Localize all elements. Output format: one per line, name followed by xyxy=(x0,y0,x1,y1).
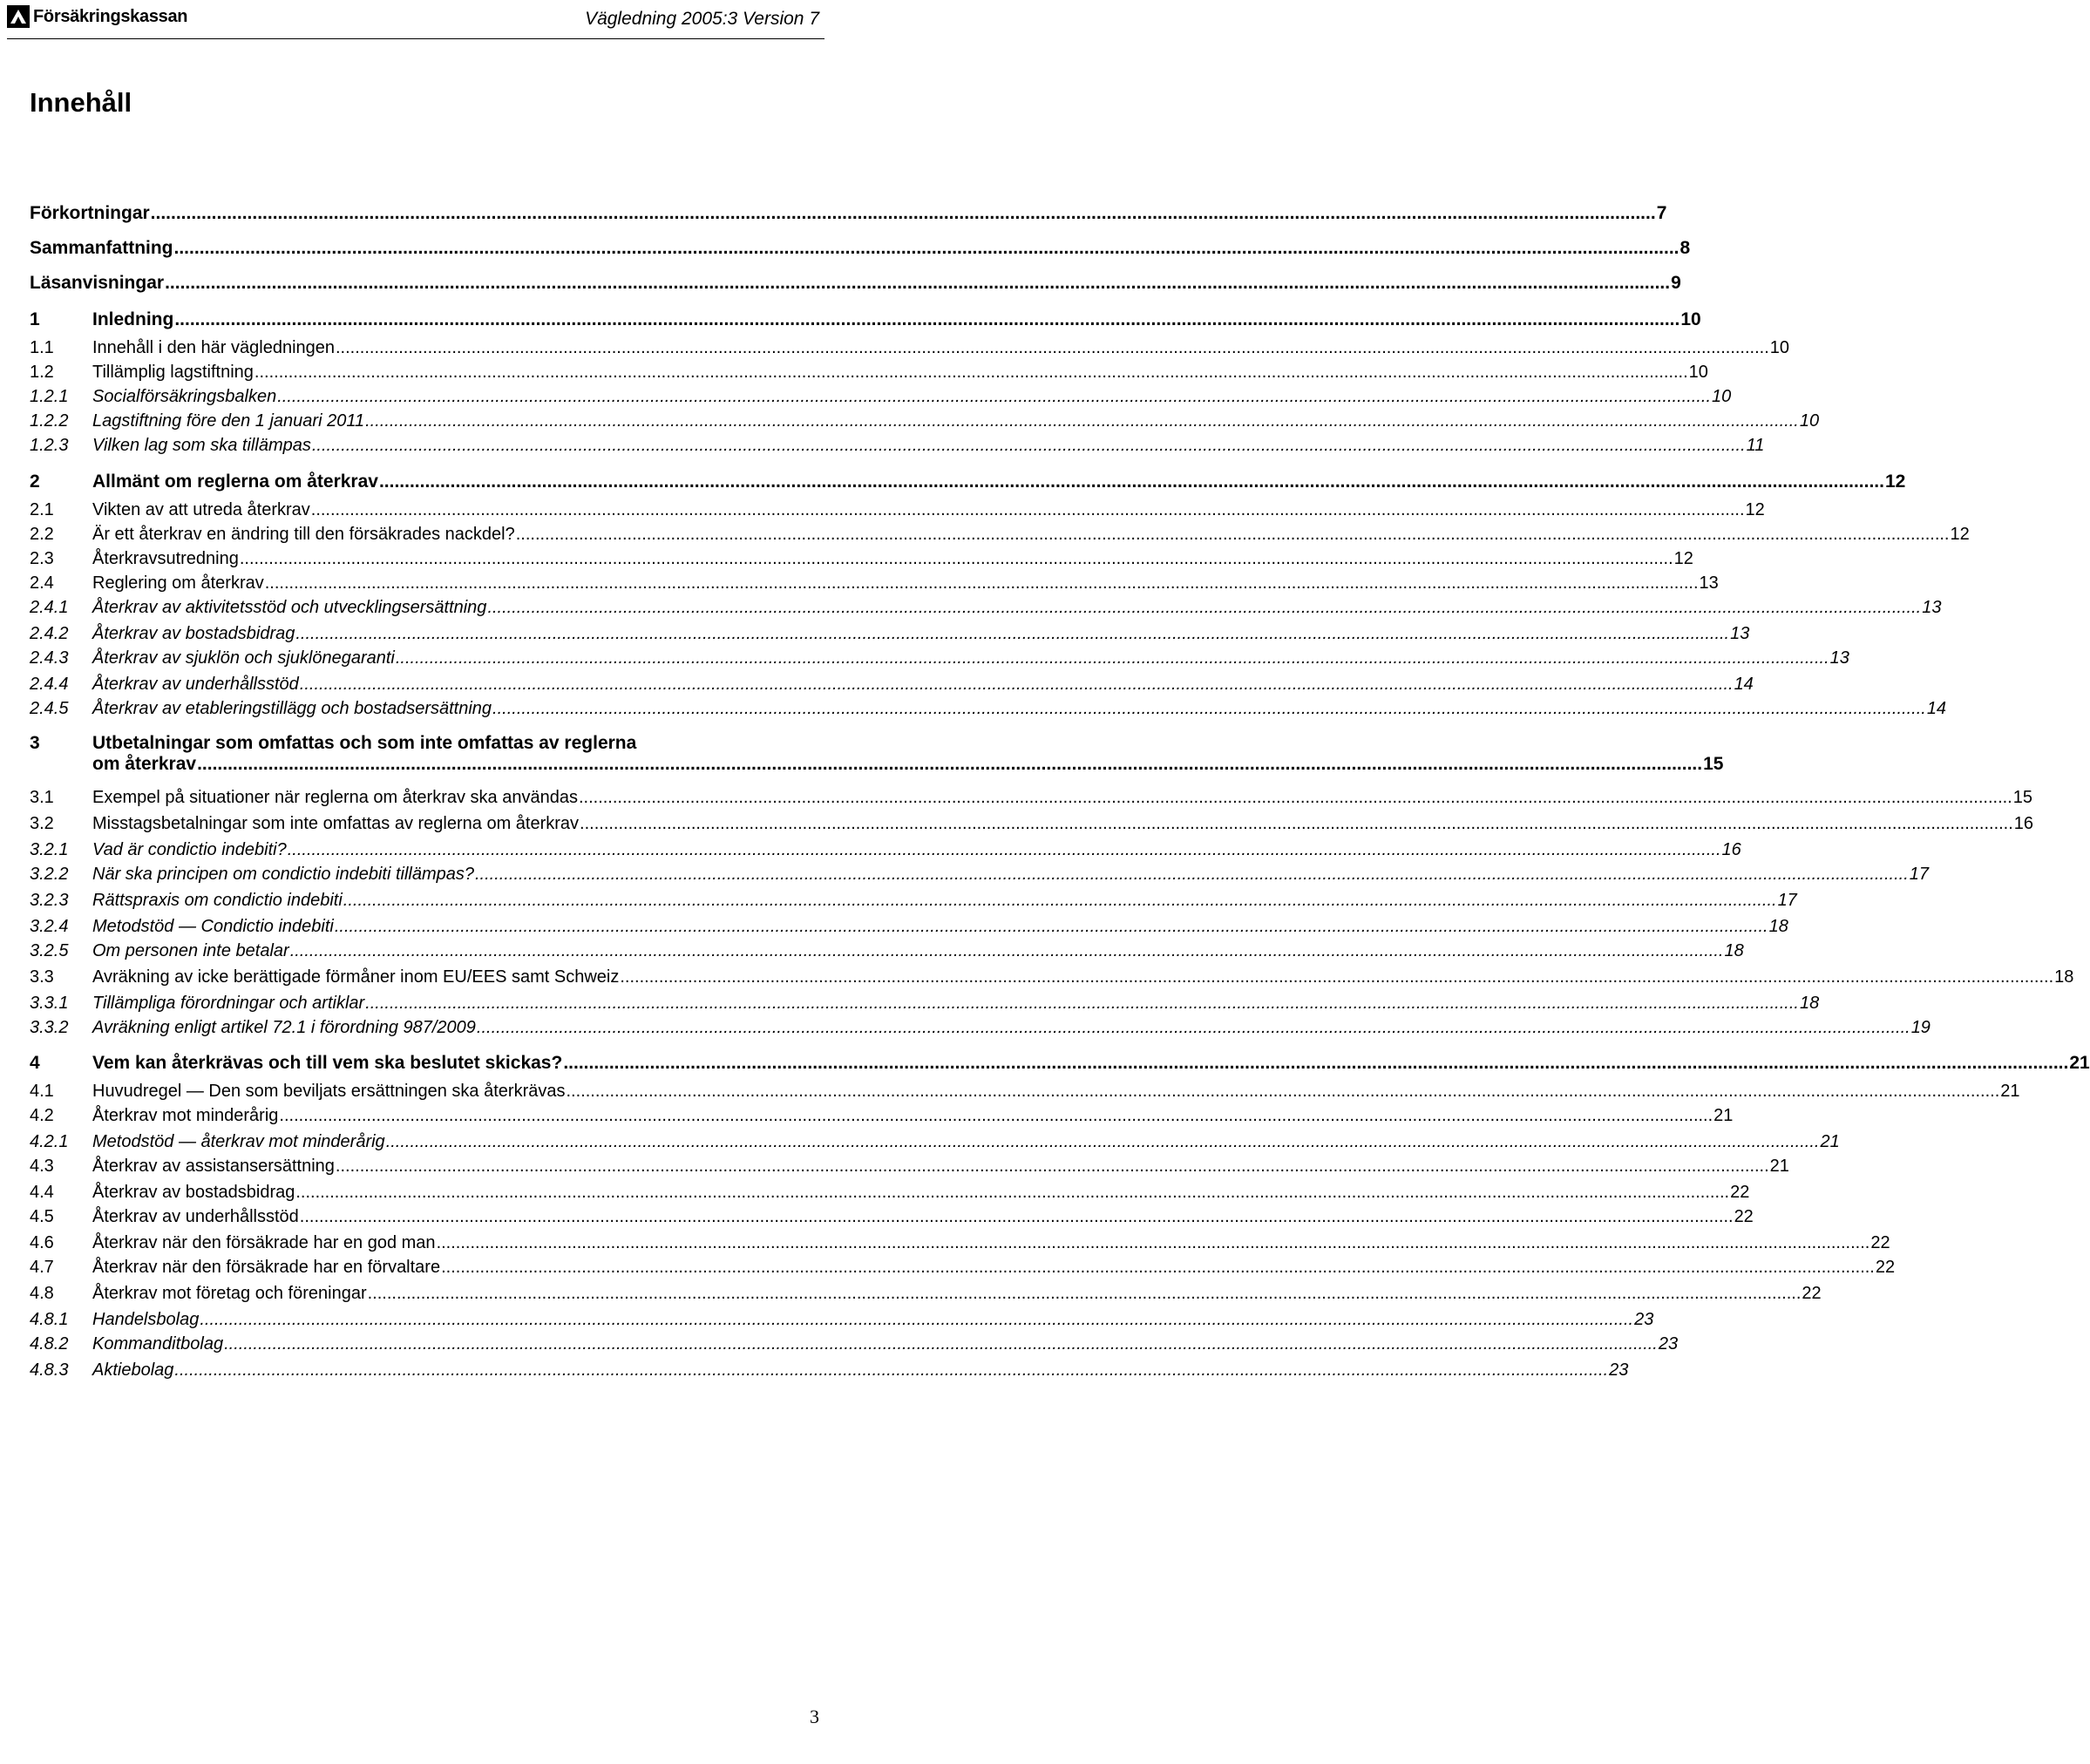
toc-entry-number: 4.7 xyxy=(30,1258,54,1277)
toc-entry[interactable] xyxy=(30,1156,1789,1177)
toc-entry-title: Återkrav mot minderårig xyxy=(92,1106,279,1125)
toc-entry-number: 4.2 xyxy=(30,1106,54,1125)
toc-entry-title: Återkrav av aktivitetsstöd och utvecklingsersättning xyxy=(92,598,487,617)
toc-entry-title: Om personen inte betalar xyxy=(92,941,289,960)
toc-entry-title: Återkrav av etableringstillägg och bostadsersättning xyxy=(92,699,492,718)
toc-leader-dots xyxy=(475,864,1909,885)
toc-leader-dots xyxy=(336,1156,1769,1177)
toc-entry-title: Lagstiftning före den 1 januari 2011 xyxy=(92,411,365,431)
toc-entry-number: 4.4 xyxy=(30,1183,54,1202)
toc-entry-number: 3.2.5 xyxy=(30,941,69,960)
toc-entry[interactable] xyxy=(30,648,1849,668)
toc-entry-title: Reglering om återkrav xyxy=(92,573,264,593)
toc-entry-number: 2 xyxy=(30,472,40,492)
toc-entry-title: Förkortningar xyxy=(30,203,150,223)
toc-entry-number: 2.4.2 xyxy=(30,624,69,643)
toc-entry[interactable] xyxy=(30,309,1701,331)
toc-entry-page: 13 xyxy=(1730,624,1750,643)
toc-leader-dots xyxy=(365,993,1799,1014)
toc-entry-title: Socialförsäkringsbalken xyxy=(92,387,277,406)
toc-entry-number: 1 xyxy=(30,309,40,329)
toc-entry-number: 2.4.1 xyxy=(30,598,69,617)
toc-entry-number: 2.2 xyxy=(30,525,54,544)
header-divider xyxy=(7,38,824,39)
toc-entry-title: Tillämpliga förordningar och artiklar xyxy=(92,994,365,1013)
toc-entry[interactable] xyxy=(30,674,1754,695)
toc-entry-number: 3.2.4 xyxy=(30,917,69,936)
toc-leader-dots xyxy=(174,238,1679,260)
toc-entry-page: 16 xyxy=(2013,814,2034,833)
toc-entry[interactable] xyxy=(30,623,1750,644)
toc-entry-page: 18 xyxy=(1799,994,1820,1013)
toc-entry-page: 8 xyxy=(1679,238,1691,258)
toc-entry-page: 10 xyxy=(1680,309,1701,329)
toc-entry-title: Återkrav av assistansersättning xyxy=(92,1157,335,1176)
toc-entry-page: 18 xyxy=(2054,967,2074,987)
toc-entry-title: Sammanfattning xyxy=(30,238,173,258)
toc-entry-title: Återkrav mot företag och föreningar xyxy=(92,1284,367,1303)
toc-leader-dots xyxy=(290,940,1724,961)
toc-entry[interactable] xyxy=(30,1081,2020,1102)
toc-entry[interactable] xyxy=(30,1017,1931,1038)
toc-entry-number: 2.4.5 xyxy=(30,699,69,718)
toc-leader-dots xyxy=(197,754,1702,776)
toc-leader-dots xyxy=(279,1105,1713,1126)
toc-entry-number: 1.2.2 xyxy=(30,411,69,431)
logo-text: Försäkringskassan xyxy=(33,6,188,26)
toc-leader-dots xyxy=(343,890,1777,911)
toc-entry-page: 23 xyxy=(1658,1334,1679,1354)
toc-entry-number: 3 xyxy=(30,733,40,753)
toc-entry-page: 23 xyxy=(1634,1310,1654,1329)
toc-leader-dots xyxy=(336,337,1769,358)
toc-entry[interactable] xyxy=(30,386,1732,407)
toc-entry-number: 1.2 xyxy=(30,363,54,382)
toc-entry-title: Är ett återkrav en ändring till den försäkrades nackdel? xyxy=(92,525,515,544)
toc-entry-page: 22 xyxy=(1730,1183,1750,1202)
toc-entry[interactable] xyxy=(30,499,1765,520)
toc-entry-page: 11 xyxy=(1746,436,1765,455)
toc-entry-page: 17 xyxy=(1777,891,1797,910)
toc-entry[interactable] xyxy=(30,273,1681,295)
toc-leader-dots xyxy=(487,597,1921,618)
toc-leader-dots xyxy=(563,1053,2068,1075)
toc-entry-title: Huvudregel — Den som beviljats ersättningen ska återkrävas xyxy=(92,1082,566,1101)
toc-heading: Innehåll xyxy=(30,87,132,118)
toc-leader-dots xyxy=(254,362,1688,383)
toc-entry-page: 22 xyxy=(1734,1207,1754,1226)
toc-entry-number: 2.1 xyxy=(30,500,54,519)
toc-entry-page: 10 xyxy=(1712,387,1732,406)
toc-entry-page: 21 xyxy=(1769,1157,1789,1176)
toc-entry[interactable] xyxy=(30,993,1820,1014)
toc-entry[interactable] xyxy=(30,864,1930,885)
toc-entry[interactable] xyxy=(30,1283,1822,1304)
toc-entry-title: Tillämplig lagstiftning xyxy=(92,363,254,382)
toc-entry-title: Avräkning enligt artikel 72.1 i förordning 987/2009 xyxy=(92,1018,476,1037)
toc-entry-title: Exempel på situationer när reglerna om återkrav ska användas xyxy=(92,788,578,807)
toc-entry-title: Återkrav av bostadsbidrag xyxy=(92,624,295,643)
toc-leader-dots xyxy=(579,787,2012,808)
toc-entry[interactable] xyxy=(30,435,1765,456)
toc-entry-page: 14 xyxy=(1734,675,1754,694)
document-version: Vägledning 2005:3 Version 7 xyxy=(585,9,819,29)
toc-leader-dots xyxy=(580,813,2013,834)
toc-entry-page: 12 xyxy=(1745,500,1765,519)
toc-entry-page: 18 xyxy=(1724,941,1744,960)
toc-entry-number: 4.6 xyxy=(30,1233,54,1252)
toc-entry-title: Återkrav när den försäkrade har en förvaltare xyxy=(92,1258,441,1277)
toc-entry-number: 3.3 xyxy=(30,967,54,987)
toc-entry-page: 13 xyxy=(1699,573,1719,593)
toc-entry-title: Återkrav av underhållsstöd xyxy=(92,675,299,694)
toc-leader-dots xyxy=(516,524,1950,545)
toc-entry-title: Vikten av att utreda återkrav xyxy=(92,500,310,519)
toc-entry-page: 7 xyxy=(1656,203,1667,223)
toc-entry[interactable] xyxy=(30,733,1724,776)
toc-leader-dots xyxy=(620,967,2053,987)
toc-entry-title: Allmänt om reglerna om återkrav xyxy=(92,472,378,492)
toc-entry[interactable] xyxy=(30,890,1797,911)
toc-entry[interactable] xyxy=(30,787,2032,808)
toc-entry-number: 2.4.4 xyxy=(30,675,69,694)
toc-entry-title: Inledning xyxy=(92,309,174,329)
toc-entry-page: 22 xyxy=(1802,1284,1822,1303)
toc-leader-dots xyxy=(379,472,1884,493)
toc-entry-number: 3.2.3 xyxy=(30,891,69,910)
toc-entry[interactable] xyxy=(30,1105,1734,1126)
toc-leader-dots xyxy=(277,386,1711,407)
toc-entry-page: 13 xyxy=(1922,598,1942,617)
toc-entry[interactable] xyxy=(30,337,1790,358)
toc-entry-title: Återkrav när den försäkrade har en god man xyxy=(92,1233,436,1252)
toc-entry[interactable] xyxy=(30,839,1741,860)
toc-entry-title: Återkrav av underhållsstöd xyxy=(92,1207,299,1226)
toc-leader-dots xyxy=(288,839,1721,860)
toc-entry-title: Vilken lag som ska tillämpas xyxy=(92,436,311,455)
toc-entry-title: Misstagsbetalningar som inte omfattas av reglerna om återkrav xyxy=(92,814,580,833)
toc-entry-number: 4.8 xyxy=(30,1284,54,1303)
toc-entry[interactable] xyxy=(30,597,1942,618)
toc-entry-title: Rättspraxis om condictio indebiti xyxy=(92,891,343,910)
toc-entry[interactable] xyxy=(30,1360,1629,1381)
toc-entry-page: 23 xyxy=(1609,1360,1629,1380)
logo xyxy=(7,5,187,28)
toc-entry-page: 10 xyxy=(1769,338,1790,357)
toc-leader-dots xyxy=(311,499,1745,520)
toc-entry[interactable] xyxy=(30,1333,1679,1354)
toc-entry-number: 4.8.3 xyxy=(30,1360,69,1380)
toc-entry-number: 1.2.3 xyxy=(30,436,69,455)
toc-entry-page: 19 xyxy=(1910,1018,1931,1037)
toc-leader-dots xyxy=(386,1131,1820,1152)
toc-leader-dots xyxy=(151,203,1656,225)
toc-entry-title: Aktiebolag xyxy=(92,1360,174,1380)
toc-leader-dots xyxy=(174,1360,1608,1381)
toc-entry-page: 18 xyxy=(1768,917,1788,936)
toc-entry[interactable] xyxy=(30,967,2074,987)
toc-entry-title: Innehåll i den här vägledningen xyxy=(92,338,335,357)
toc-entry[interactable] xyxy=(30,1053,2090,1075)
toc-entry-title: Återkrav av sjuklön och sjuklönegaranti xyxy=(92,648,395,668)
toc-entry-page: 17 xyxy=(1909,865,1930,884)
toc-entry[interactable] xyxy=(30,813,2034,834)
toc-entry-title: Vem kan återkrävas och till vem ska beslutet skickas? xyxy=(92,1053,563,1073)
toc-leader-dots xyxy=(492,698,1926,719)
toc-entry[interactable] xyxy=(30,1232,1890,1253)
toc-entry-number: 4.1 xyxy=(30,1082,54,1101)
toc-entry-number: 2.3 xyxy=(30,549,54,568)
toc-entry[interactable] xyxy=(30,916,1788,937)
toc-entry-page: 22 xyxy=(1875,1258,1896,1277)
toc-entry-page: 10 xyxy=(1799,411,1820,431)
toc-entry-title: När ska principen om condictio indebiti tillämpas? xyxy=(92,865,474,884)
toc-entry-title-continued: om återkrav xyxy=(92,754,197,774)
toc-entry-number: 1.1 xyxy=(30,338,54,357)
toc-entry[interactable] xyxy=(30,1257,1896,1278)
toc-leader-dots xyxy=(300,674,1734,695)
toc-entry[interactable] xyxy=(30,203,1667,225)
toc-leader-dots xyxy=(165,273,1670,295)
toc-leader-dots xyxy=(437,1232,1870,1253)
toc-entry-page: 15 xyxy=(1703,754,1724,774)
toc-leader-dots xyxy=(312,435,1746,456)
toc-entry-title: Vad är condictio indebiti? xyxy=(92,840,287,859)
toc-entry-number: 4.3 xyxy=(30,1157,54,1176)
toc-entry-number: 2.4 xyxy=(30,573,54,593)
toc-entry-title: Handelsbolag xyxy=(92,1310,200,1329)
toc-entry-page: 10 xyxy=(1688,363,1708,382)
toc-entry-title: Utbetalningar som omfattas och som inte omfattas av reglerna xyxy=(92,733,637,753)
toc-entry-number: 4.8.1 xyxy=(30,1310,69,1329)
toc-entry-title: Återkrav av bostadsbidrag xyxy=(92,1183,295,1202)
page-header xyxy=(0,0,837,42)
toc-entry-page: 21 xyxy=(1713,1106,1734,1125)
toc-entry[interactable] xyxy=(30,1182,1750,1203)
toc-entry-title: Metodstöd — Condictio indebiti xyxy=(92,917,334,936)
toc-entry-number: 3.3.2 xyxy=(30,1018,69,1037)
toc-entry-number: 3.1 xyxy=(30,788,54,807)
toc-entry-page: 14 xyxy=(1926,699,1947,718)
toc-entry-page: 16 xyxy=(1721,840,1741,859)
toc-entry-page: 22 xyxy=(1870,1233,1890,1252)
toc-entry-page: 21 xyxy=(2000,1082,2020,1101)
toc-entry-title: Läsanvisningar xyxy=(30,273,165,293)
toc-leader-dots xyxy=(396,648,1829,668)
toc-leader-dots xyxy=(174,309,1679,331)
toc-entry-number: 4.5 xyxy=(30,1207,54,1226)
forsakringskassan-logo-icon xyxy=(7,5,30,28)
toc-entry[interactable] xyxy=(30,238,1691,260)
toc-leader-dots xyxy=(566,1081,1999,1102)
toc-leader-dots xyxy=(200,1309,1633,1330)
toc-leader-dots xyxy=(265,573,1699,594)
toc-entry-page: 9 xyxy=(1671,273,1681,293)
toc-entry[interactable] xyxy=(30,1309,1654,1330)
toc-entry-number: 3.2.2 xyxy=(30,865,69,884)
toc-entry[interactable] xyxy=(30,362,1708,383)
toc-leader-dots xyxy=(240,548,1673,569)
toc-leader-dots xyxy=(441,1257,1875,1278)
toc-entry-number: 4 xyxy=(30,1053,40,1073)
toc-entry-page: 13 xyxy=(1829,648,1849,668)
toc-entry-page: 12 xyxy=(1950,525,1970,544)
toc-leader-dots xyxy=(300,1206,1734,1227)
toc-entry[interactable] xyxy=(30,472,1906,493)
toc-entry[interactable] xyxy=(30,410,1820,431)
toc-entry-page: 15 xyxy=(2012,788,2032,807)
toc-entry-title: Metodstöd — återkrav mot minderårig xyxy=(92,1132,385,1151)
toc-entry-page: 21 xyxy=(1820,1132,1840,1151)
toc-entry-page: 12 xyxy=(1884,472,1906,492)
toc-entry-page: 12 xyxy=(1673,549,1693,568)
toc-entry-number: 4.2.1 xyxy=(30,1132,69,1151)
toc-entry-number: 3.3.1 xyxy=(30,994,69,1013)
toc-leader-dots xyxy=(365,410,1799,431)
toc-leader-dots xyxy=(295,1182,1729,1203)
toc-leader-dots xyxy=(368,1283,1802,1304)
page-number: 3 xyxy=(810,1706,819,1727)
toc-entry[interactable] xyxy=(30,698,1947,719)
toc-entry[interactable] xyxy=(30,1131,1840,1152)
toc-entry-number: 2.4.3 xyxy=(30,648,69,668)
toc-leader-dots xyxy=(335,916,1768,937)
toc-entry-number: 1.2.1 xyxy=(30,387,69,406)
toc-leader-dots xyxy=(477,1017,1910,1038)
toc-entry-title: Återkravsutredning xyxy=(92,549,239,568)
toc-entry-number: 4.8.2 xyxy=(30,1334,69,1354)
toc-entry[interactable] xyxy=(30,548,1693,569)
toc-leader-dots xyxy=(224,1333,1658,1354)
toc-entry-page: 21 xyxy=(2069,1053,2090,1073)
toc-entry[interactable] xyxy=(30,573,1719,594)
toc-entry-number: 3.2 xyxy=(30,814,54,833)
toc-entry-title: Avräkning av icke berättigade förmåner inom EU/EES samt Schweiz xyxy=(92,967,620,987)
toc-entry[interactable] xyxy=(30,524,1970,545)
toc-entry-number: 3.2.1 xyxy=(30,840,69,859)
toc-entry[interactable] xyxy=(30,1206,1754,1227)
toc-leader-dots xyxy=(295,623,1729,644)
toc-entry[interactable] xyxy=(30,940,1744,961)
toc-entry-title: Kommanditbolag xyxy=(92,1334,224,1354)
